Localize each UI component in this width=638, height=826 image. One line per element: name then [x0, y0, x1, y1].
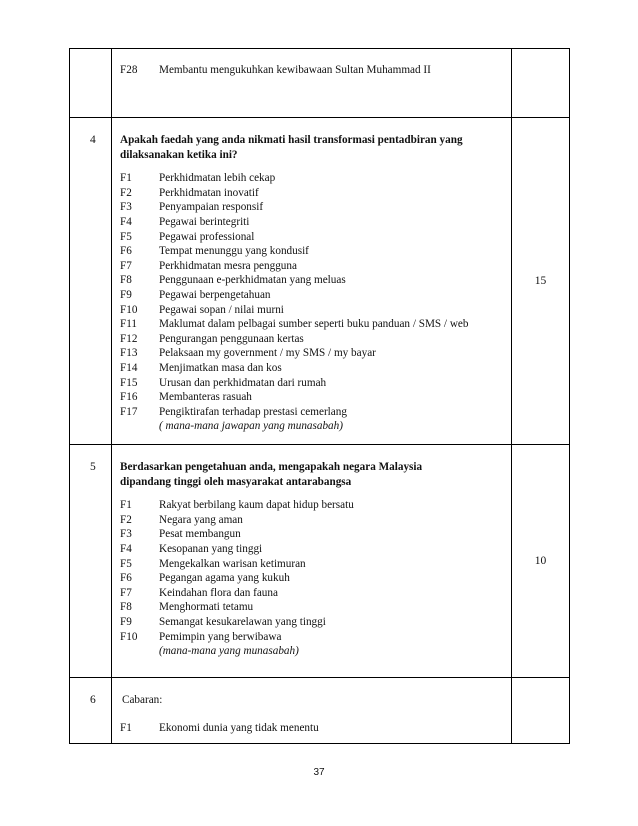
list-item: [120, 200, 511, 215]
question-line: dilaksanakan ketika ini?: [120, 148, 238, 161]
section-heading: Cabaran:: [122, 694, 163, 706]
item-code: F6: [120, 572, 132, 585]
marks-value: 10: [534, 554, 547, 567]
item-text: Penyampaian responsif: [159, 201, 264, 214]
item-text: Rakyat berbilang kaum dapat hidup bersatu: [159, 499, 354, 512]
item-text: Pegawai berintegriti: [159, 215, 250, 228]
item-text: Semangat kesukarelawan yang tinggi: [159, 615, 326, 628]
item-code: F3: [120, 201, 132, 214]
item-code: F5: [120, 230, 132, 243]
table-row: [70, 678, 570, 744]
item-text: Perkhidmatan mesra pengguna: [159, 259, 297, 272]
answer-list: [112, 171, 511, 419]
item-code: F2: [120, 513, 132, 526]
marks-cell: [512, 118, 570, 445]
list-item: [120, 171, 511, 186]
list-item: [120, 63, 511, 78]
list-item: [120, 498, 511, 513]
marks-cell: [512, 49, 570, 118]
item-code: F4: [120, 542, 132, 555]
item-code: F2: [120, 186, 132, 199]
question-number: 6: [90, 694, 96, 706]
list-item: [120, 513, 511, 528]
list-item: [120, 542, 511, 557]
marks-cell: [512, 445, 570, 678]
item-text: Perkhidmatan inovatif: [159, 186, 259, 199]
item-text: Pesat membangun: [159, 528, 241, 541]
item-text: Mengekalkan warisan ketimuran: [159, 557, 306, 570]
item-code: F6: [120, 245, 132, 258]
item-code: F17: [120, 405, 138, 418]
item-text: Membanteras rasuah: [159, 391, 252, 404]
list-item: [120, 586, 511, 601]
item-code: F14: [120, 361, 138, 374]
page-number: 37: [313, 767, 325, 778]
item-text: Penggunaan e-perkhidmatan yang meluas: [159, 274, 346, 287]
item-text: Urusan dan perkhidmatan dari rumah: [159, 376, 327, 389]
item-code: F1: [120, 721, 132, 734]
item-code: F15: [120, 376, 138, 389]
item-text: Pegangan agama yang kukuh: [159, 572, 290, 585]
item-code: F7: [120, 259, 132, 272]
item-code: F9: [120, 615, 132, 628]
item-code: F10: [120, 630, 138, 643]
item-text: Pegawai berpengetahuan: [159, 288, 271, 301]
item-text: Menghormati tetamu: [159, 601, 254, 614]
content-cell: [112, 118, 512, 445]
item-text: Ekonomi dunia yang tidak menentu: [159, 721, 319, 734]
item-text: Negara yang aman: [159, 513, 243, 526]
marks-cell: [512, 678, 570, 744]
item-text: Keindahan flora dan fauna: [159, 586, 278, 599]
list-item: [120, 376, 511, 391]
question-number: 5: [90, 461, 96, 473]
list-item: [120, 288, 511, 303]
item-text: Tempat menunggu yang kondusif: [159, 245, 309, 258]
item-text: Pengiktirafan terhadap prestasi cemerlang: [159, 405, 347, 418]
number-cell: [70, 118, 112, 445]
item-code: F1: [120, 499, 132, 512]
answer-scheme-table: [69, 48, 570, 744]
item-text: Pegawai sopan / nilai murni: [159, 303, 284, 316]
item-code: F11: [120, 318, 137, 331]
list-item: [120, 557, 511, 572]
item-code: F28: [120, 64, 138, 76]
item-code: F5: [120, 557, 132, 570]
item-code: F3: [120, 528, 132, 541]
question-line: dipandang tinggi oleh masyarakat antarabangsa: [120, 475, 352, 488]
question-line: Apakah faedah yang anda nikmati hasil transformasi pentadbiran yang: [120, 134, 463, 146]
list-item: [120, 721, 511, 736]
list-item: [120, 630, 511, 645]
question-line: Berdasarkan pengetahuan anda, mengapakah negara Malaysia: [120, 461, 423, 473]
question-number: 4: [90, 134, 96, 146]
item-text: Maklumat dalam pelbagai sumber seperti buku panduan / SMS / web: [159, 318, 469, 331]
content-cell: [112, 49, 512, 118]
list-item: [120, 215, 511, 230]
item-text: Kesopanan yang tinggi: [159, 542, 263, 555]
answer-list: [112, 498, 511, 644]
list-item: [120, 273, 511, 288]
item-code: F8: [120, 601, 132, 614]
content-cell: [112, 445, 512, 678]
item-code: F13: [120, 347, 138, 360]
list-item: [120, 259, 511, 274]
answer-note: (mana-mana yang munasabah): [159, 645, 299, 658]
list-item: [120, 571, 511, 586]
item-code: F1: [120, 172, 132, 185]
item-code: F16: [120, 391, 138, 404]
list-item: [120, 332, 511, 347]
item-text: Pelaksaan my government / my SMS / my bayar: [159, 347, 376, 360]
table-row: [70, 118, 570, 445]
item-text: Menjimatkan masa dan kos: [159, 361, 282, 374]
list-item: [120, 303, 511, 318]
answer-list: [120, 721, 511, 736]
item-text: Pegawai professional: [159, 230, 255, 243]
item-code: F12: [120, 332, 138, 345]
item-text: Perkhidmatan lebih cekap: [159, 172, 276, 185]
content-cell: [112, 678, 512, 744]
list-item: [120, 600, 511, 615]
list-item: [120, 244, 511, 259]
list-item: [120, 186, 511, 201]
question-text: [112, 445, 511, 489]
list-item: [120, 230, 511, 245]
item-text: Membantu mengukuhkan kewibawaan Sultan Muhammad II: [159, 64, 431, 76]
item-text: Pemimpin yang berwibawa: [159, 630, 282, 643]
list-item: [120, 405, 511, 420]
question-text: [112, 118, 511, 162]
number-cell: [70, 445, 112, 678]
list-item: [120, 317, 511, 332]
list-item: [120, 361, 511, 376]
answer-note: ( mana-mana jawapan yang munasabah): [159, 420, 343, 433]
item-text: Pengurangan penggunaan kertas: [159, 332, 304, 345]
list-item: [120, 615, 511, 630]
marks-value: 15: [534, 274, 547, 287]
table-row: [70, 445, 570, 678]
table-row: [70, 49, 570, 118]
item-code: F4: [120, 215, 132, 228]
item-code: F7: [120, 586, 132, 599]
item-code: F10: [120, 303, 138, 316]
list-item: [120, 390, 511, 405]
list-item: [120, 346, 511, 361]
number-cell: [70, 678, 112, 744]
number-cell: [70, 49, 112, 118]
list-item: [120, 527, 511, 542]
item-code: F9: [120, 288, 132, 301]
item-code: F8: [120, 274, 132, 287]
